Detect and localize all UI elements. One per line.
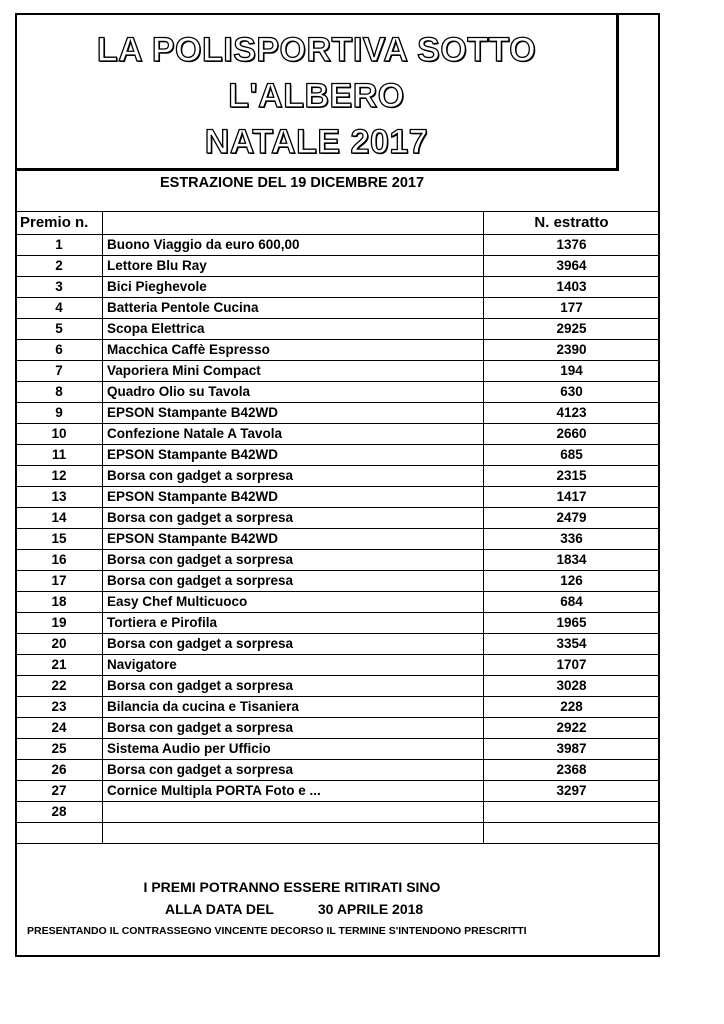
prize-description-cell: Easy Chef Multicuoco bbox=[103, 592, 484, 613]
table-row bbox=[16, 697, 660, 718]
prize-description-cell bbox=[103, 802, 484, 823]
table-row bbox=[16, 676, 660, 697]
prize-description-cell: Batteria Pentole Cucina bbox=[103, 298, 484, 319]
prize-description-cell: Borsa con gadget a sorpresa bbox=[103, 676, 484, 697]
title-box bbox=[15, 13, 619, 171]
table-row bbox=[16, 802, 660, 823]
prize-description-cell: Borsa con gadget a sorpresa bbox=[103, 634, 484, 655]
footer-line-1: I PREMI POTRANNO ESSERE RITIRATI SINO bbox=[143, 879, 441, 895]
prize-number-cell: 10 bbox=[16, 424, 103, 445]
title-line-1: LA POLISPORTIVA SOTTO bbox=[96, 31, 537, 69]
prize-number-cell: 9 bbox=[16, 403, 103, 424]
extracted-number-cell: 2922 bbox=[484, 718, 660, 739]
title-line-2: L'ALBERO bbox=[228, 77, 405, 115]
footer-date-label: ALLA DATA DEL bbox=[165, 901, 274, 917]
prize-description-cell: Borsa con gadget a sorpresa bbox=[103, 508, 484, 529]
table-row bbox=[16, 382, 660, 403]
prize-description-cell: EPSON Stampante B42WD bbox=[103, 445, 484, 466]
prize-number-cell: 22 bbox=[16, 676, 103, 697]
prize-description-cell: Borsa con gadget a sorpresa bbox=[103, 760, 484, 781]
prize-number-cell: 21 bbox=[16, 655, 103, 676]
table-row bbox=[16, 571, 660, 592]
prize-number-cell: 24 bbox=[16, 718, 103, 739]
table-row bbox=[16, 256, 660, 277]
prize-number-cell: 5 bbox=[16, 319, 103, 340]
footer-date: 30 APRILE 2018 bbox=[317, 901, 424, 917]
table-row bbox=[16, 508, 660, 529]
prize-description-cell: Confezione Natale A Tavola bbox=[103, 424, 484, 445]
prize-number-cell: 2 bbox=[16, 256, 103, 277]
table-row bbox=[16, 781, 660, 802]
header-prize-description bbox=[103, 212, 484, 235]
table-row bbox=[16, 445, 660, 466]
extracted-number-cell: 228 bbox=[484, 697, 660, 718]
extracted-number-cell: 684 bbox=[484, 592, 660, 613]
extracted-number-cell: 1834 bbox=[484, 550, 660, 571]
extracted-number-cell: 1417 bbox=[484, 487, 660, 508]
extracted-number-cell: 177 bbox=[484, 298, 660, 319]
extracted-number-cell: 2660 bbox=[484, 424, 660, 445]
extracted-number-cell: 3354 bbox=[484, 634, 660, 655]
prize-description-cell: EPSON Stampante B42WD bbox=[103, 487, 484, 508]
table-row bbox=[16, 277, 660, 298]
prize-description-cell: Lettore Blu Ray bbox=[103, 256, 484, 277]
extracted-number-cell: 194 bbox=[484, 361, 660, 382]
prize-number-cell: 12 bbox=[16, 466, 103, 487]
prize-description-cell: Quadro Olio su Tavola bbox=[103, 382, 484, 403]
footer-line-2 bbox=[165, 901, 423, 917]
prize-number-cell: 3 bbox=[16, 277, 103, 298]
prize-number-cell: 18 bbox=[16, 592, 103, 613]
prize-number-cell bbox=[16, 823, 103, 844]
footer-line-3: PRESENTANDO IL CONTRASSEGNO VINCENTE DECORSO IL TERMINE S'INTENDONO PRESCRITTI bbox=[27, 925, 527, 937]
table-row bbox=[16, 298, 660, 319]
title-line-3: NATALE 2017 bbox=[204, 123, 429, 161]
prize-number-cell: 25 bbox=[16, 739, 103, 760]
extracted-number-cell: 1707 bbox=[484, 655, 660, 676]
table-row bbox=[16, 760, 660, 781]
extracted-number-cell: 126 bbox=[484, 571, 660, 592]
prize-number-cell: 15 bbox=[16, 529, 103, 550]
prize-description-cell: Bici Pieghevole bbox=[103, 277, 484, 298]
extracted-number-cell: 4123 bbox=[484, 403, 660, 424]
table-row bbox=[16, 403, 660, 424]
prize-description-cell: Navigatore bbox=[103, 655, 484, 676]
prize-number-cell: 16 bbox=[16, 550, 103, 571]
extracted-number-cell: 3028 bbox=[484, 676, 660, 697]
prize-rows bbox=[16, 235, 660, 844]
extracted-number-cell: 3297 bbox=[484, 781, 660, 802]
prize-number-cell: 14 bbox=[16, 508, 103, 529]
extracted-number-cell: 1965 bbox=[484, 613, 660, 634]
prize-number-cell: 13 bbox=[16, 487, 103, 508]
extracted-number-cell: 336 bbox=[484, 529, 660, 550]
prize-number-cell: 11 bbox=[16, 445, 103, 466]
prize-description-cell: Vaporiera Mini Compact bbox=[103, 361, 484, 382]
prize-number-cell: 17 bbox=[16, 571, 103, 592]
prize-description-cell: Macchica Caffè Espresso bbox=[103, 340, 484, 361]
table-row bbox=[16, 424, 660, 445]
prize-description-cell: EPSON Stampante B42WD bbox=[103, 403, 484, 424]
draw-date-heading: ESTRAZIONE DEL 19 DICEMBRE 2017 bbox=[159, 175, 425, 191]
extracted-number-cell: 3987 bbox=[484, 739, 660, 760]
prize-number-cell: 23 bbox=[16, 697, 103, 718]
table-row bbox=[16, 466, 660, 487]
prize-description-cell: Buono Viaggio da euro 600,00 bbox=[103, 235, 484, 256]
extracted-number-cell: 2479 bbox=[484, 508, 660, 529]
table-row bbox=[16, 340, 660, 361]
prize-description-cell: Borsa con gadget a sorpresa bbox=[103, 571, 484, 592]
prize-description-cell: Sistema Audio per Ufficio bbox=[103, 739, 484, 760]
table-header-row bbox=[16, 212, 660, 235]
extracted-number-cell bbox=[484, 823, 660, 844]
table-row bbox=[16, 613, 660, 634]
table-row bbox=[16, 319, 660, 340]
extracted-number-cell: 2390 bbox=[484, 340, 660, 361]
document-sheet bbox=[15, 13, 660, 957]
header-prize-number: Premio n. bbox=[16, 212, 103, 235]
prize-description-cell: Borsa con gadget a sorpresa bbox=[103, 718, 484, 739]
prize-description-cell: Cornice Multipla PORTA Foto e ... bbox=[103, 781, 484, 802]
table-row bbox=[16, 529, 660, 550]
table-row bbox=[16, 655, 660, 676]
extracted-number-cell: 685 bbox=[484, 445, 660, 466]
header-extracted-number: N. estratto bbox=[484, 212, 660, 235]
extracted-number-cell: 1403 bbox=[484, 277, 660, 298]
prize-number-cell: 7 bbox=[16, 361, 103, 382]
extracted-number-cell: 3964 bbox=[484, 256, 660, 277]
prize-number-cell: 28 bbox=[16, 802, 103, 823]
table-row bbox=[16, 592, 660, 613]
extracted-number-cell: 2368 bbox=[484, 760, 660, 781]
table-row bbox=[16, 739, 660, 760]
prize-number-cell: 8 bbox=[16, 382, 103, 403]
table-row bbox=[16, 823, 660, 844]
table-row bbox=[16, 235, 660, 256]
extracted-number-cell: 2925 bbox=[484, 319, 660, 340]
table-row bbox=[16, 634, 660, 655]
prize-description-cell: Borsa con gadget a sorpresa bbox=[103, 466, 484, 487]
prize-description-cell: EPSON Stampante B42WD bbox=[103, 529, 484, 550]
table-row bbox=[16, 361, 660, 382]
prize-number-cell: 6 bbox=[16, 340, 103, 361]
prize-table bbox=[15, 211, 660, 844]
prize-description-cell: Bilancia da cucina e Tisaniera bbox=[103, 697, 484, 718]
table-row bbox=[16, 550, 660, 571]
prize-description-cell bbox=[103, 823, 484, 844]
extracted-number-cell: 1376 bbox=[484, 235, 660, 256]
prize-description-cell: Tortiera e Pirofila bbox=[103, 613, 484, 634]
prize-number-cell: 20 bbox=[16, 634, 103, 655]
prize-number-cell: 4 bbox=[16, 298, 103, 319]
prize-description-cell: Borsa con gadget a sorpresa bbox=[103, 550, 484, 571]
extracted-number-cell: 630 bbox=[484, 382, 660, 403]
extracted-number-cell: 2315 bbox=[484, 466, 660, 487]
prize-number-cell: 1 bbox=[16, 235, 103, 256]
table-row bbox=[16, 718, 660, 739]
prize-number-cell: 27 bbox=[16, 781, 103, 802]
prize-number-cell: 26 bbox=[16, 760, 103, 781]
prize-number-cell: 19 bbox=[16, 613, 103, 634]
extracted-number-cell bbox=[484, 802, 660, 823]
prize-description-cell: Scopa Elettrica bbox=[103, 319, 484, 340]
table-row bbox=[16, 487, 660, 508]
